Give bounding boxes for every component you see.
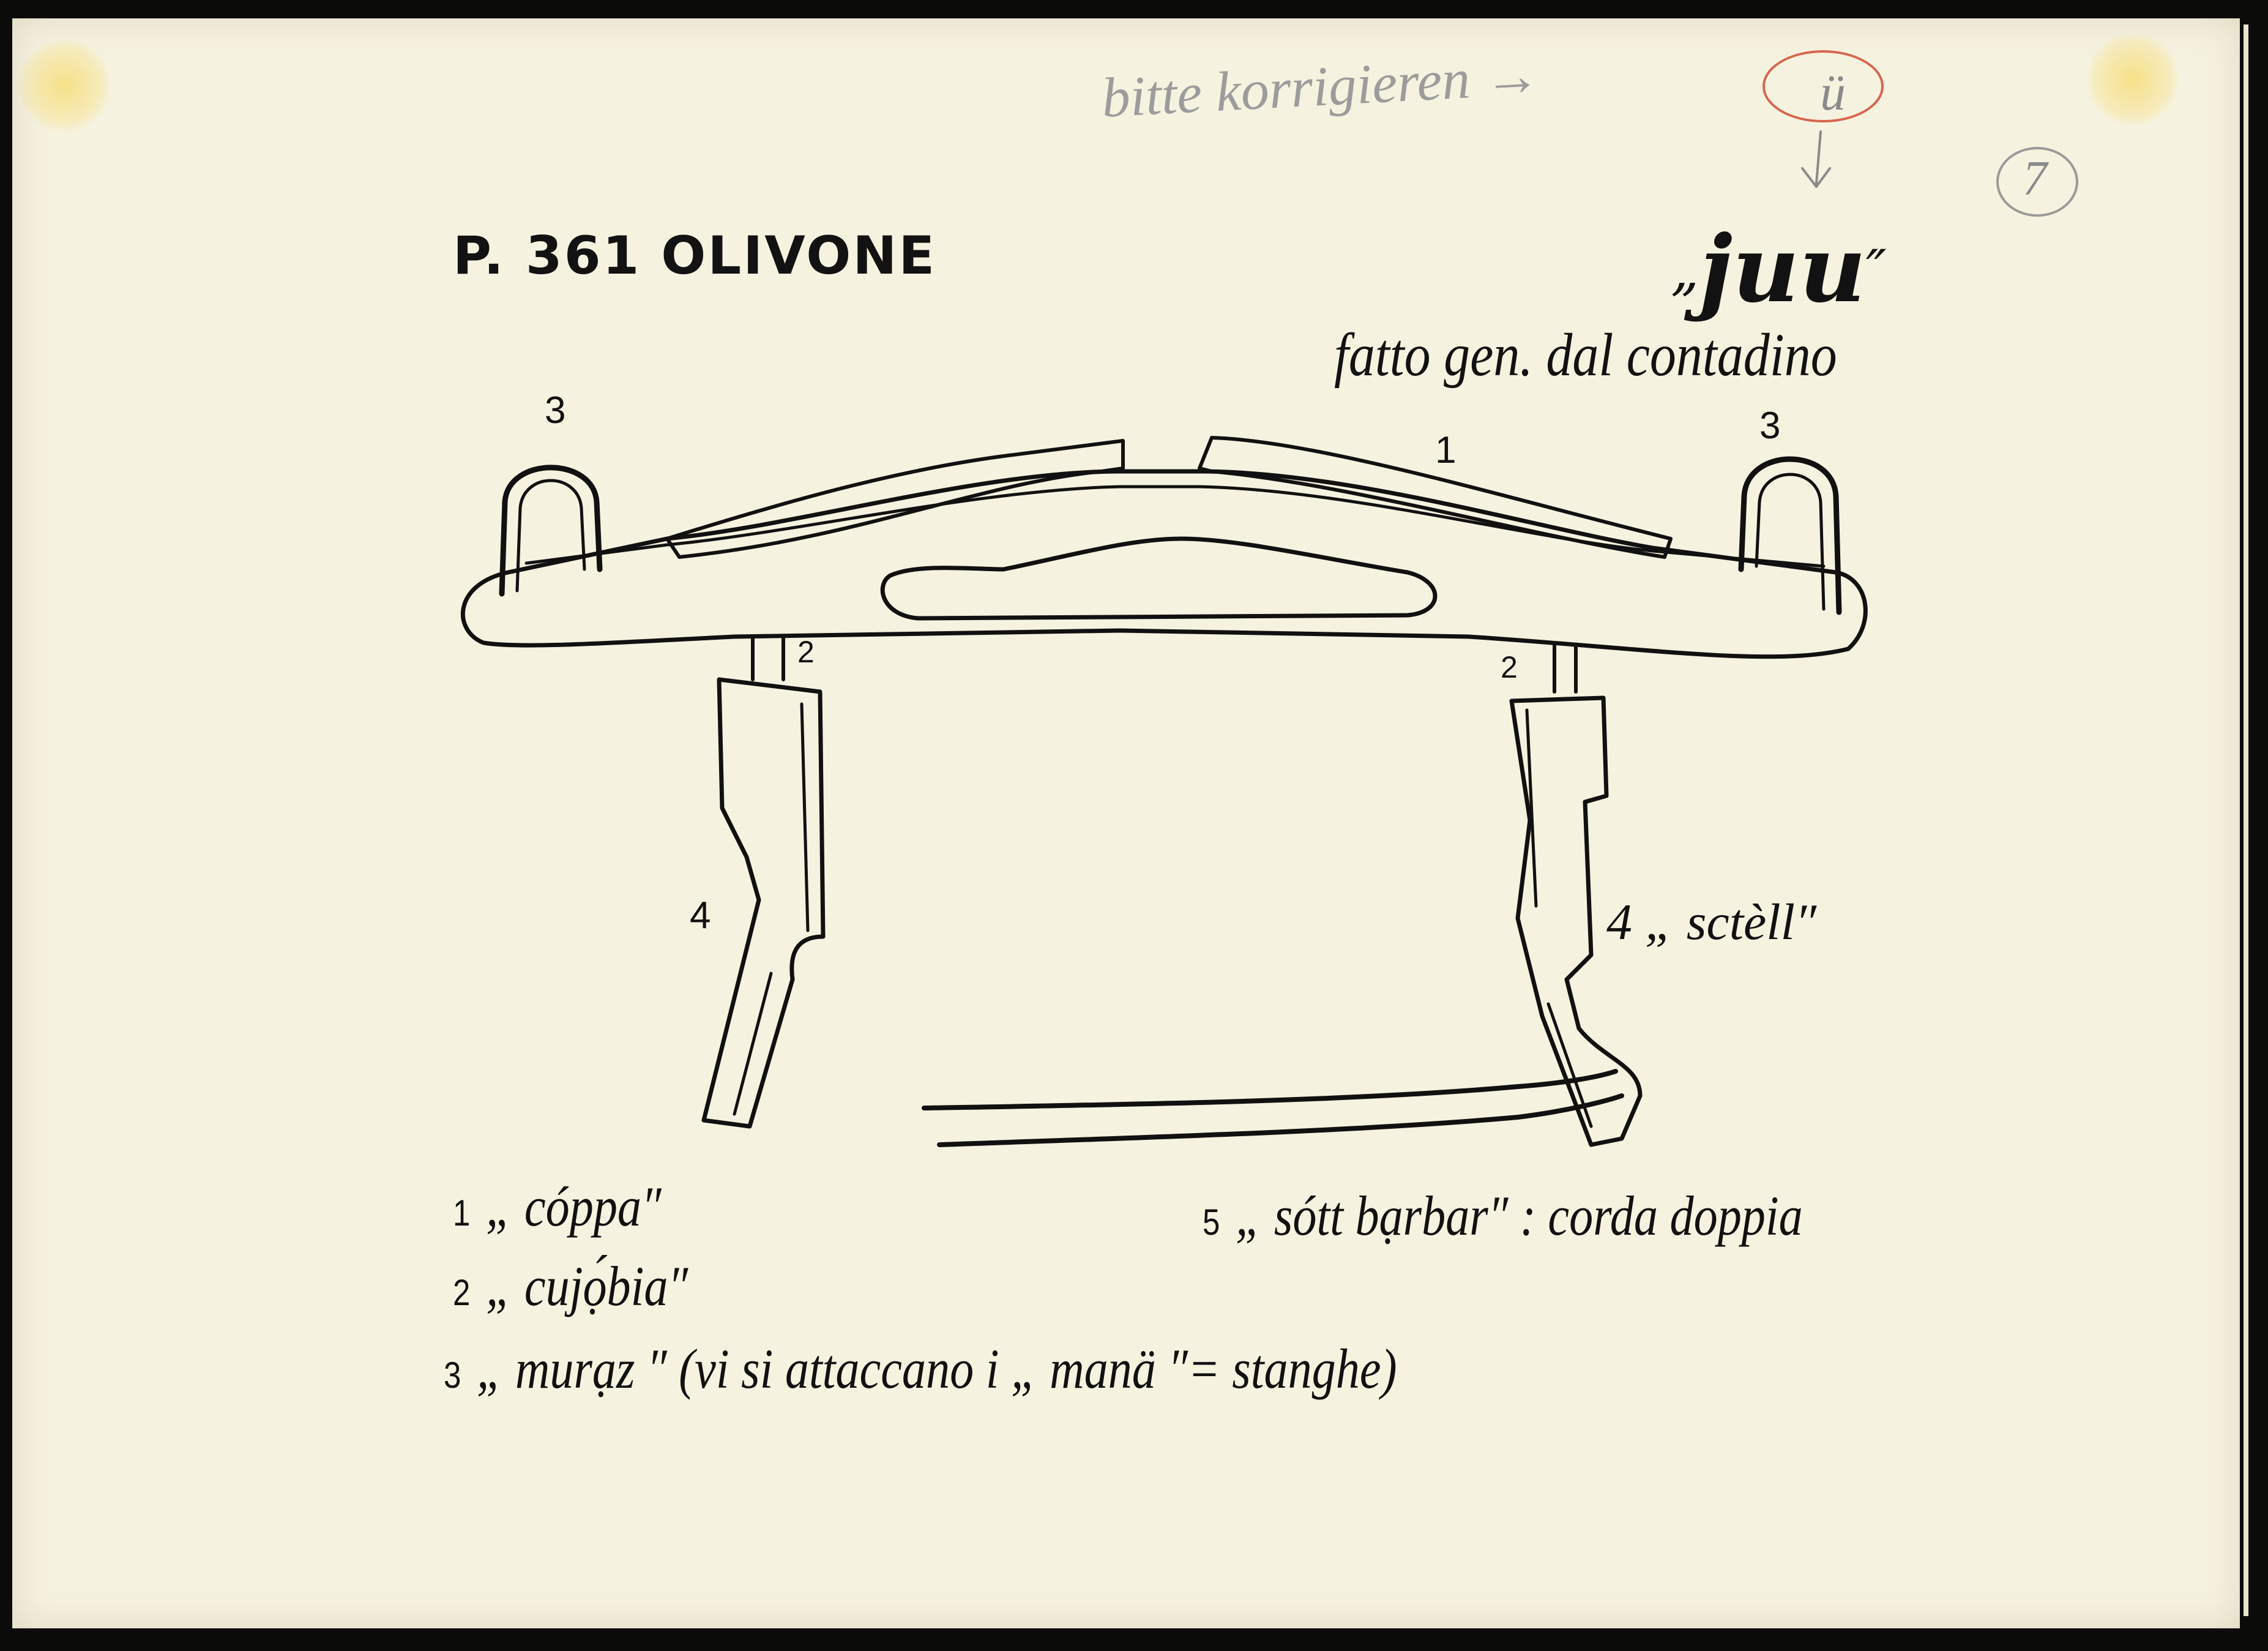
pencil-note: bitte korrigieren →	[1100, 43, 1542, 129]
correction-mark: ü	[1820, 64, 1846, 121]
term-note: fatto gen. dal contadino	[1334, 321, 1837, 389]
cujobia-left	[753, 637, 783, 679]
legend-number-1: 1	[453, 1192, 471, 1234]
muraz-left-inner	[517, 481, 584, 591]
legend-text-1: „ cóppa″	[485, 1175, 662, 1238]
callout-2-left: 2	[797, 635, 815, 669]
legend-item-5	[1203, 1185, 1803, 1247]
callout-3-left: 3	[545, 389, 566, 432]
muraz-right-inner	[1756, 474, 1824, 609]
cujobia-right	[1554, 646, 1576, 692]
callout-4-right: 4 „ sctèll″	[1606, 894, 1816, 951]
term-close-quote: ″	[1866, 238, 1887, 302]
correction-arrow	[1802, 132, 1830, 187]
legend-text-5: „ sótt bạrbar″ : corda doppia	[1235, 1185, 1803, 1247]
legend-item-2	[453, 1255, 688, 1317]
sheet-number: 7	[2023, 152, 2047, 206]
callout-3-right: 3	[1759, 405, 1781, 447]
term-heading	[1671, 215, 1887, 323]
rope-lower	[939, 1096, 1622, 1145]
rope-upper	[924, 1071, 1616, 1108]
legend-item-1	[453, 1175, 662, 1238]
neck-cutout	[882, 539, 1435, 618]
term-open-quote: „	[1671, 238, 1699, 302]
term-text: juu	[1699, 215, 1867, 323]
legend-number-2: 2	[453, 1272, 471, 1313]
sctell-left	[704, 679, 823, 1126]
legend-item-3	[444, 1338, 1397, 1400]
legend-number-3: 3	[444, 1355, 461, 1396]
legend-text-2: „ cujọ́bia″	[485, 1255, 688, 1317]
legend-number-5: 5	[1203, 1202, 1220, 1243]
sheet-title: P. 361 OLIVONE	[453, 225, 937, 286]
yoke-beam	[463, 471, 1865, 657]
legend-text-3: „ murạz ″ (vi si attaccano i „ manä ″= stanghe)	[476, 1338, 1397, 1400]
callout-2-right: 2	[1501, 650, 1518, 684]
callout-1: 1	[1435, 429, 1457, 471]
callout-4-left: 4	[690, 894, 711, 937]
